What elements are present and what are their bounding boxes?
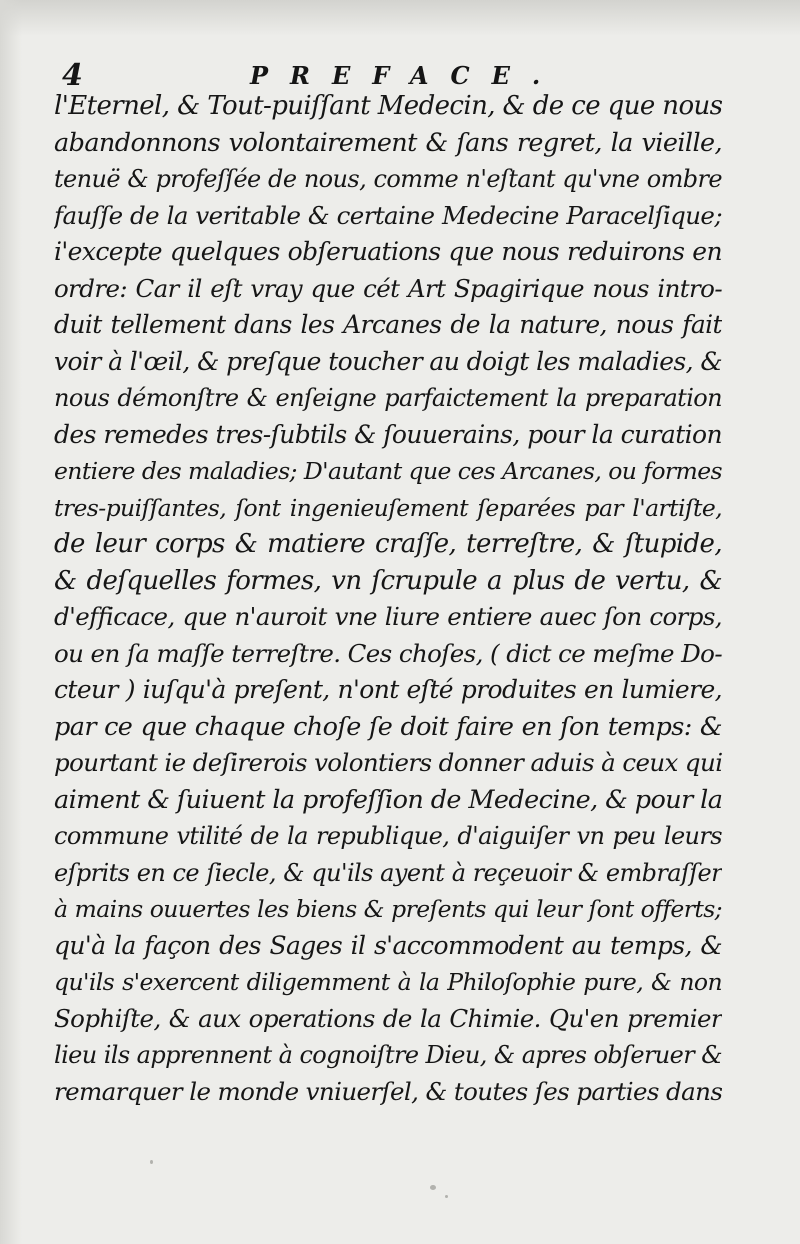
text-line: qu'ils s'exercent diligemment à la Philoſophie pure, & non xyxy=(54,968,722,996)
paper-speck xyxy=(430,1185,436,1190)
text-line: lieu ils apprennent à cognoiſtre Dieu, & apres obſeruer & xyxy=(54,1041,722,1069)
text-line: voir à l'œil, & preſque toucher au doigt les maladies, & xyxy=(54,346,722,376)
running-head: PREFACE. xyxy=(250,61,563,90)
page-gutter-shading xyxy=(0,0,22,1244)
text-line: des remedes tres-ſubtils & ſouuerains, pour la curation xyxy=(54,419,722,449)
text-line: à mains ouuertes les biens & preſents qui leur ſont offerts; xyxy=(54,895,722,923)
text-line: par ce que chaque choſe ſe doit faire en ſon temps: & xyxy=(54,711,722,742)
page-number: 4 xyxy=(62,58,83,93)
text-line: cteur ) iuſqu'à preſent, n'ont eſté produites en lumiere, xyxy=(54,675,722,704)
text-line: duit tellement dans les Arcanes de la nature, nous fait xyxy=(54,310,722,339)
text-line: fauſſe de la veritable & certaine Medecine Paracelſique; xyxy=(54,200,722,230)
body-text xyxy=(54,88,722,1110)
text-line: remarquer le monde vniuerſel, & toutes ſes parties dans xyxy=(54,1076,722,1106)
text-line: & deſquelles formes, vn ſcrupule a plus de vertu, & xyxy=(54,565,722,596)
text-line: d'efficace, que n'auroit vne liure entiere auec ſon corps, xyxy=(54,602,722,631)
page-top-shading xyxy=(0,0,800,36)
text-line: pourtant ie deſirerois volontiers donner aduis à ceux qui xyxy=(54,748,722,777)
text-line: nous démonſtre & enſeigne parfaictement la preparation xyxy=(54,384,722,412)
text-line: aiment & ſuiuent la profeſſion de Medecine, & pour la xyxy=(54,784,722,815)
text-line: l'Eternel, & Tout-puiſſant Medecin, & de ce que nous xyxy=(54,91,722,121)
text-line: abandonnons volontairement & ſans regret, la vieille, xyxy=(54,127,722,158)
text-line: tenuë & profeſſée de nous, comme n'eſtant qu'vne ombre xyxy=(54,165,722,193)
text-line: entiere des maladies; D'autant que ces Arcanes, ou formes xyxy=(54,457,722,485)
text-line: i'excepte quelques obſeruations que nous reduirons en xyxy=(54,237,722,266)
text-line: commune vtilité de la republique, d'aiguiſer vn peu leurs xyxy=(54,822,722,850)
text-line: Sophiſte, & aux operations de la Chimie. Qu'en premier xyxy=(54,1003,722,1033)
paper-speck xyxy=(150,1160,153,1164)
text-line: tres-puiſſantes, ſont ingenieuſement ſeparées par l'artiſte, xyxy=(54,493,722,522)
text-line: ordre: Car il eſt vray que cét Art Spagirique nous intro- xyxy=(54,273,722,303)
paper-speck xyxy=(445,1195,448,1198)
text-line: ou en ſa maſſe terreſtre. Ces choſes, ( dict ce meſme Do- xyxy=(54,638,722,668)
text-line: de leur corps & matiere craſſe, terreſtre, & ſtupide, xyxy=(54,529,722,559)
text-line: qu'à la façon des Sages il s'accommodent au temps, & xyxy=(54,930,722,960)
text-line: eſprits en ce ſiecle, & qu'ils ayent à reçeuoir & embraſſer xyxy=(54,858,722,887)
